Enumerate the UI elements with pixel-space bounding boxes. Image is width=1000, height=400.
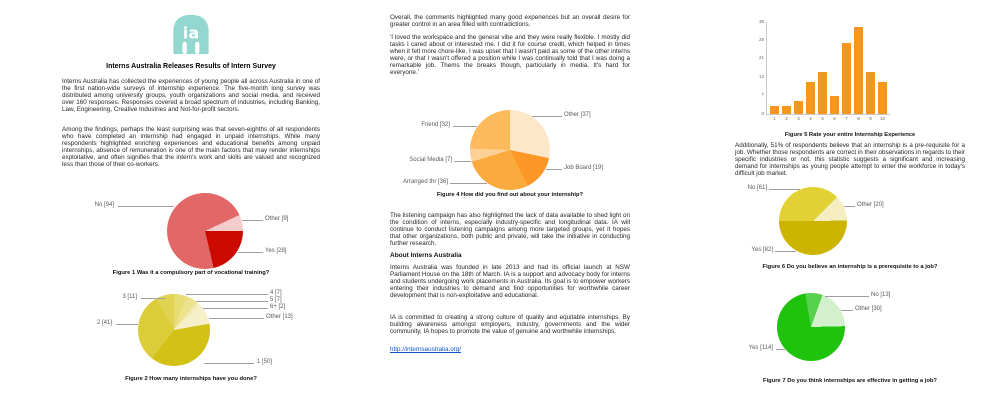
leader-line [532,116,562,117]
pie-label-arranged: Arranged thr [36] [402,179,448,185]
x-tick-label: 7 [845,116,848,121]
figure-5-bar-chart [753,18,890,121]
paragraph-findings: Among the findings, perhaps the least surprising was that seven-eighths of all respondents who have completed an internship had engaged in unpaid internships. While many respondents highlighted enriching experiences and educational benefits among unpaid internships, absence of remuneration is one of the main factors that may render internships exploitative, and often signifies that the intern's work and skills are valued and recognized less than those of their co-workers. [62,126,320,168]
leader-line [186,294,268,295]
x-tick-label: 1 [773,116,776,121]
y-tick-label: 7 [761,92,764,98]
pie-label-other: Other [13] [266,314,293,320]
x-tick-label: 5 [821,116,824,121]
leader-line [238,252,263,253]
pie-label-6plus: 6+ [2] [270,304,286,310]
pie-label-yes: Yes [82] [751,247,773,253]
page-1 [62,0,320,400]
figure-7-pie-chart [777,293,845,361]
bar [782,106,791,114]
y-tick-label: 21 [758,55,764,61]
figure-5-caption: Figure 5 Rate your entire Internship Experience [784,132,916,138]
paragraph-about-founded: Interns Australia was founded in late 2013 and had its official launch at NSW Parliament House on the 18th of March. IA is a support and advocacy body for interns and students undergoing work placements in Australia. Its goal is to empower workers entering their industries to demand and find opportunities for worthwhile career development that is non-exploitative and educational. [390,264,630,299]
x-tick-label: 4 [809,116,812,121]
leader-line [242,220,263,221]
pie-label-no: No [13] [871,292,891,298]
leader-line [769,189,800,190]
about-heading: About Interns Australia [390,252,462,259]
y-tick-label: 0 [761,110,764,116]
bar [770,106,779,114]
plot-area [766,22,890,115]
pie-label-social-media: Social Media [7] [409,157,452,163]
page-3 [735,0,965,400]
figure-6-caption: Figure 6 Do you believe an internship is a prerequisite to a job? [762,264,938,270]
website-link[interactable]: http://internsaustralia.org/ [390,346,462,353]
leader-line [841,310,853,311]
pie-label-5: 5 [7] [270,297,282,303]
y-tick-label: 28 [758,36,764,42]
leader-line [844,206,855,207]
figure-6-pie-chart [779,187,847,255]
x-tick-label: 8 [857,116,860,121]
pie-label-no: No [94] [94,202,114,208]
paragraph-listening-campaign: The listening campaign has also highlighted the lack of data available to shed light on the condition of interns, especially industry-specific and longitudinal data. IA will continue to conduct listening campaigns among more targeted groups, yet it hopes that other organizations, both public and private, will take the initiative in conducting further research. [390,212,630,247]
leader-line [196,301,268,302]
pie-label-4: 4 [7] [270,290,282,296]
logo-text: ia [182,23,200,43]
x-tick-label: 6 [833,116,836,121]
pie-label-3: 3 [11] [122,294,137,300]
bar [806,82,815,114]
figure-7-caption: Figure 7 Do you think internships are effective in getting a job? [763,378,937,384]
bar [794,101,803,114]
figure-7 [735,288,965,398]
figure-4-caption: Figure 4 How did you find out about your internship? [436,192,584,198]
leader-line [825,296,869,297]
leader-line [209,318,264,319]
leader-line [141,298,165,299]
leader-line [775,251,796,252]
leader-line [118,206,174,207]
leader-line [453,126,477,127]
figure-5 [735,10,965,138]
y-tick-label: 14 [758,73,764,79]
paragraph-survey-intro: Interns Australia has collected the experiences of young people all across Australia in one of the first nation-wide surveys of internship experience. The five-month long survey was distributed among university groups, youth organizations and social media, and received over 160 responses. Responses covered a broad spectrum of industries, including Banking, Law, Engineering, Creative Industries and Not-for-profit sectors. [62,78,320,113]
pie-label-other: Other [37] [564,112,591,118]
leader-line [116,324,138,325]
x-axis [767,116,890,121]
page-title: Interns Australia Releases Results of Intern Survey [106,63,276,70]
leader-line [546,169,562,170]
pie-label-yes: Yes [114] [748,345,773,351]
quote-paragraph: 'I loved the workspace and the general vibe and they were really flexible. I mostly did tasks I cared about or interested me. I did it for course credit, which helped in times when it felt more chore-like. I was upset that I wasn't paid as some of the other interns were, or that I wasn't offered a position while I was continually told that I was doing a remarkable job. Thems the breaks though, particularly in media. It's hard for everyone.' [390,34,630,76]
bar [878,82,887,114]
pie-label-other: Other [9] [265,216,289,222]
leader-line [204,363,254,364]
pie-label-no: No [61] [747,185,767,191]
figure-1-pie-chart [167,193,243,269]
bar [830,96,839,114]
pie-label-other: Other [30] [855,306,882,312]
logo-graphic [168,8,214,54]
x-tick-label: 2 [785,116,788,121]
interns-australia-logo [168,8,214,59]
paragraph-prerequisite: Additionally, 51% of respondents believe that an internship is a pre-requisite for a job. Whether those respondents are correct in their observations in regards to their specific industries or not, this statistic suggests a significant and increasing demand for internships as young people attempt to enter the workforce in today's difficult job market. [735,142,965,177]
figure-2-pie-chart [138,294,210,366]
page-2 [390,0,630,400]
figure-2 [62,288,320,392]
bar [854,27,863,114]
x-tick-label: 10 [879,116,885,121]
figure-2-caption: Figure 2 How many internships have you done? [125,376,257,382]
leader-line [454,161,471,162]
pie-label-job-board: Job Board [19] [564,165,604,171]
x-tick-label: 3 [797,116,800,121]
x-tick-label: 9 [869,116,872,121]
figure-6 [735,182,965,282]
y-axis [753,18,766,116]
bar [866,72,875,114]
pie-label-yes: Yes [28] [265,248,287,254]
figure-1 [62,186,320,282]
pie-label-2: 2 [41] [96,320,112,326]
paragraph-about-mission: IA is committed to creating a strong culture of quality and equitable internships. By building awareness amongst employers, industry, governments and the wider community, IA hopes to promote the value of genuine and worthwhile internships. [390,314,630,335]
leader-line [776,349,785,350]
leader-line [203,308,268,309]
pie-label-other: Other [20] [857,202,884,208]
figure-4-pie-chart [470,110,550,190]
y-tick-label: 35 [758,18,764,24]
bar [818,72,827,114]
pie-label-1: 1 [50] [257,359,273,365]
paragraph-comments: Overall, the comments highlighted many good experiences but an overall desire for greater control in an area filled with contradictions. [390,14,630,28]
leader-line [450,183,487,184]
bar [842,43,851,114]
figure-1-caption: Figure 1 Was it a compulsory part of vocational training? [112,270,270,276]
pie-label-friend: Friend [32] [421,122,450,128]
figure-4 [390,100,630,200]
